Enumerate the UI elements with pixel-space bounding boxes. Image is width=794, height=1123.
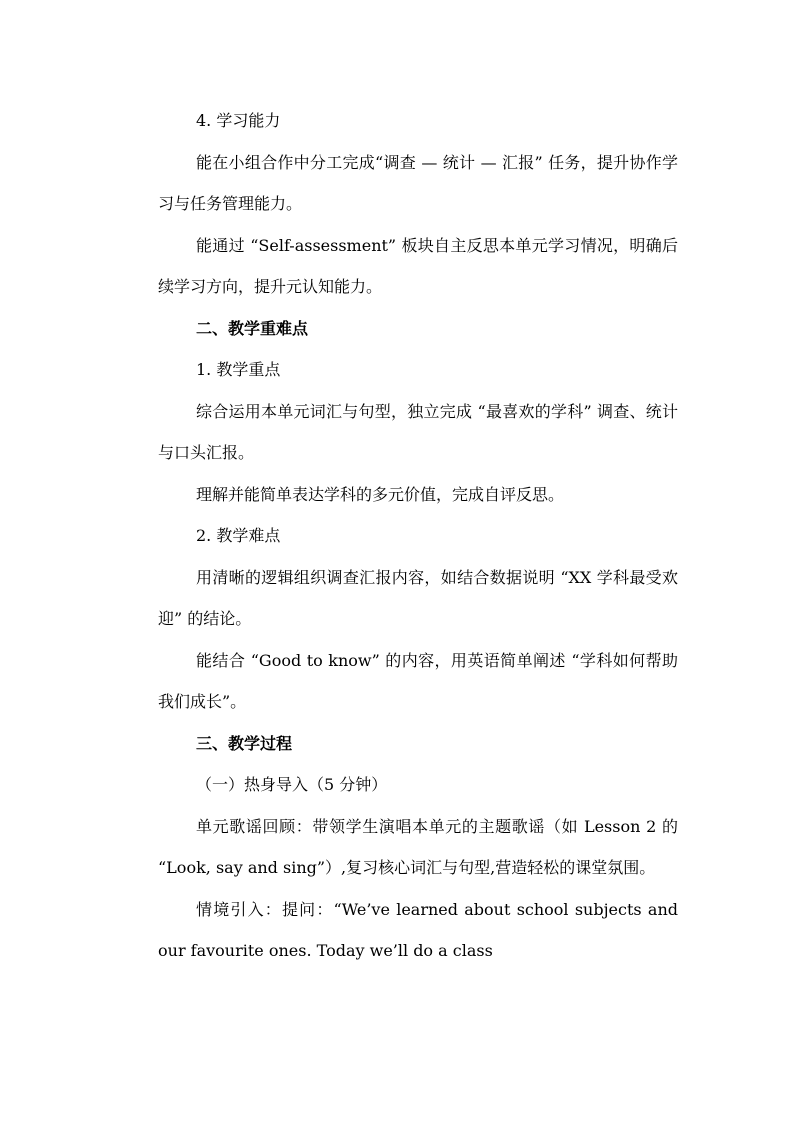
section-heading-key-difficult-points: 二、教学重难点 bbox=[196, 318, 309, 338]
document-page bbox=[158, 100, 678, 972]
paragraph: 能在小组合作中分工完成“调查 — 统计 — 汇报” 任务，提升协作学习与任务管理能力。 bbox=[158, 152, 678, 213]
paragraph: 能结合 “Good to know” 的内容，用英语简单阐述 “学科如何帮助我们成长”。 bbox=[158, 650, 678, 711]
section-heading-teaching-process: 三、教学过程 bbox=[196, 733, 293, 753]
paragraph: 理解并能简单表达学科的多元价值，完成自评反思。 bbox=[196, 484, 565, 504]
subheading-learning-ability: 4. 学习能力 bbox=[196, 111, 281, 130]
paragraph: 能通过 “Self-assessment” 板块自主反思本单元学习情况，明确后续学习方向，提升元认知能力。 bbox=[158, 235, 678, 296]
subheading-warm-up: （一）热身导入（5 分钟） bbox=[196, 775, 388, 794]
subheading-teaching-difficulty: 2. 教学难点 bbox=[196, 526, 281, 545]
paragraph: 综合运用本单元词汇与句型，独立完成 “最喜欢的学科” 调查、统计与口头汇报。 bbox=[158, 401, 678, 462]
paragraph: 单元歌谣回顾：带领学生演唱本单元的主题歌谣（如 Lesson 2 的 “Look, say and sing”）,复习核心词汇与句型,营造轻松的课堂氛围。 bbox=[158, 816, 678, 877]
subheading-teaching-focus: 1. 教学重点 bbox=[196, 360, 281, 379]
paragraph: 情境引入：提问：“We’ve learned about school subjects and our favourite ones. Today we’ll do a class bbox=[158, 899, 678, 960]
paragraph: 用清晰的逻辑组织调查汇报内容，如结合数据说明 “XX 学科最受欢迎” 的结论。 bbox=[158, 567, 678, 628]
